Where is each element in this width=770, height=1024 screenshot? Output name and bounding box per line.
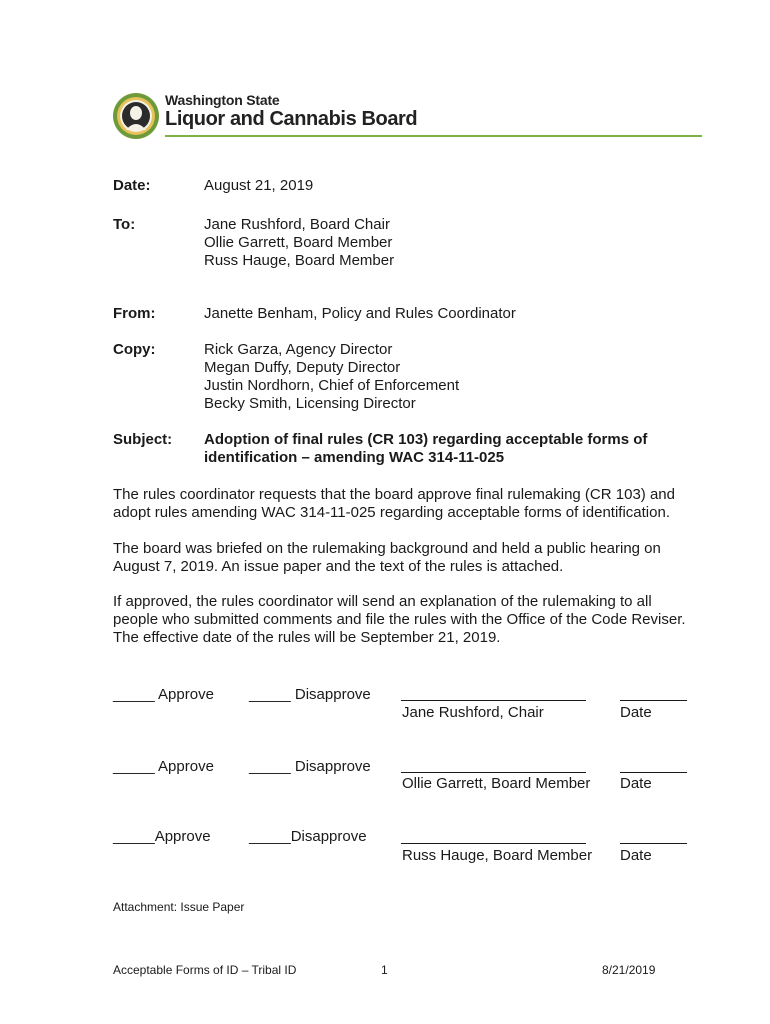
paragraph-line: people who submitted comments and file the rules with the Office of the Code Reviser. — [113, 611, 686, 628]
copy-recipient: Megan Duffy, Deputy Director — [204, 359, 401, 376]
signer-name: Ollie Garrett, Board Member — [402, 775, 591, 792]
page-number: 1 — [381, 963, 388, 977]
paragraph-line: The rules coordinator requests that the board approve final rulemaking (CR 103) and — [113, 486, 675, 503]
date-value: August 21, 2019 — [204, 177, 314, 194]
paragraph-line: August 7, 2019. An issue paper and the text of the rules is attached. — [113, 558, 564, 575]
approve-option[interactable]: _____ Approve — [113, 686, 214, 703]
approve-option[interactable]: _____Approve — [113, 828, 211, 845]
footer-title: Acceptable Forms of ID – Tribal ID — [113, 963, 297, 977]
to-recipient: Ollie Garrett, Board Member — [204, 234, 393, 251]
to-recipients — [204, 216, 394, 270]
signature-line[interactable] — [401, 700, 586, 701]
signer-name: Russ Hauge, Board Member — [402, 847, 593, 864]
disapprove-option[interactable]: _____ Disapprove — [249, 686, 371, 703]
copy-label: Copy: — [113, 341, 156, 358]
date-caption: Date — [620, 704, 652, 721]
subject-value — [204, 431, 647, 467]
from-value: Janette Benham, Policy and Rules Coordinator — [204, 305, 516, 322]
date-caption: Date — [620, 775, 652, 792]
subject-label: Subject: — [113, 431, 173, 448]
copy-recipient: Rick Garza, Agency Director — [204, 341, 393, 358]
to-label: To: — [113, 216, 136, 233]
approve-option[interactable]: _____ Approve — [113, 758, 214, 775]
date-line[interactable] — [620, 700, 687, 701]
signature-line[interactable] — [401, 772, 586, 773]
body-paragraph-1 — [113, 486, 703, 522]
signer-name: Jane Rushford, Chair — [402, 704, 544, 721]
agency-name-line2: Liquor and Cannabis Board — [165, 108, 418, 130]
from-label: From: — [113, 305, 156, 322]
date-caption: Date — [620, 847, 652, 864]
paragraph-line: The board was briefed on the rulemaking background and held a public hearing on — [113, 540, 661, 557]
paragraph-line: If approved, the rules coordinator will send an explanation of the rulemaking to all — [113, 593, 652, 610]
subject-line: Adoption of final rules (CR 103) regarding acceptable forms of — [204, 431, 648, 448]
agency-logo — [112, 92, 702, 140]
copy-recipient: Justin Nordhorn, Chief of Enforcement — [204, 377, 460, 394]
subject-line: identification – amending WAC 314-11-025 — [204, 449, 505, 466]
paragraph-line: adopt rules amending WAC 314-11-025 regarding acceptable forms of identification. — [113, 504, 670, 521]
date-line[interactable] — [620, 843, 687, 844]
header-divider — [165, 135, 702, 137]
body-paragraph-2 — [113, 540, 703, 576]
state-seal-icon — [112, 92, 160, 140]
disapprove-option[interactable]: _____Disapprove — [249, 828, 367, 845]
body-paragraph-3 — [113, 593, 703, 647]
agency-name-line1: Washington State — [165, 92, 280, 108]
copy-recipients — [204, 341, 459, 413]
paragraph-line: The effective date of the rules will be September 21, 2019. — [113, 629, 501, 646]
disapprove-option[interactable]: _____ Disapprove — [249, 758, 371, 775]
footer-date: 8/21/2019 — [602, 963, 656, 977]
attachment-note: Attachment: Issue Paper — [113, 900, 245, 914]
date-label: Date: — [113, 177, 151, 194]
signature-line[interactable] — [401, 843, 586, 844]
copy-recipient: Becky Smith, Licensing Director — [204, 395, 416, 412]
to-recipient: Jane Rushford, Board Chair — [204, 216, 390, 233]
date-line[interactable] — [620, 772, 687, 773]
to-recipient: Russ Hauge, Board Member — [204, 252, 395, 269]
